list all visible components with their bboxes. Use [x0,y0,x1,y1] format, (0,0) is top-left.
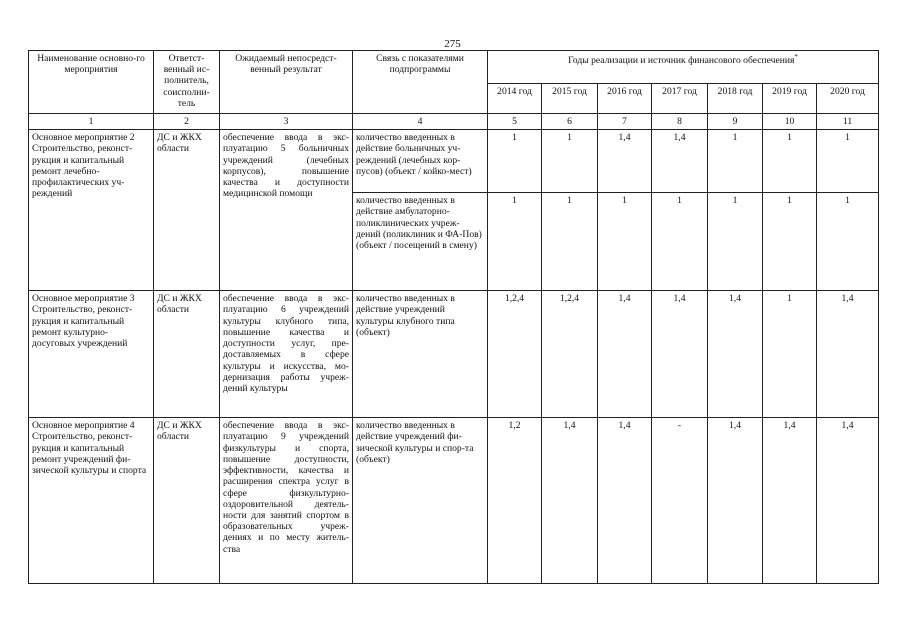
activity-executor: ДС и ЖКХ области [154,130,220,291]
header-year: 2014 год [488,84,542,114]
year-value: - [652,418,708,584]
activity-expected-result: обеспечение ввода в экс-плуатацию 9 учреждений физкультуры и спорта, повышение доступности, эффективности, качества и расширения спектра услуг в сфере физкультурно-оздоровительной деятель-ности для занятий спортом в образовательных учреж-дениях и по месту житель-ства [220,418,353,584]
column-number: 7 [598,114,652,130]
column-number: 1 [29,114,154,130]
column-number: 9 [708,114,763,130]
year-value: 1,4 [817,291,879,418]
year-value: 1 [817,193,879,291]
year-value: 1 [763,193,817,291]
year-value: 1,4 [598,291,652,418]
activity-indicator: количество введенных в действие больничных уч-реждений (лечебных кор-пусов) (объект / койко-мест) [353,130,488,193]
header-year: 2018 год [708,84,763,114]
header-year: 2019 год [763,84,817,114]
column-number: 8 [652,114,708,130]
column-number: 11 [817,114,879,130]
activity-name: Основное мероприятие 2 Строительство, реконст-рукция и капитальный ремонт лечебно-профилактических уч-реждений [29,130,154,291]
year-value: 1,4 [598,130,652,193]
activity-expected-result: обеспечение ввода в экс-плуатацию 5 больничных учреждений (лечебных корпусов), повышение качества и доступности медицинской помощи [220,130,353,291]
year-value: 1,2,4 [488,291,542,418]
year-value: 1,4 [542,418,598,584]
year-value: 1 [542,130,598,193]
activities-table [28,50,879,584]
activity-indicator: количество введенных в действие амбулаторно-поликлинических учреж-дений (поликлиник и ФА-Пов) (объект / посещений в смену) [353,193,488,291]
column-number: 2 [154,114,220,130]
year-value: 1 [708,130,763,193]
column-number: 6 [542,114,598,130]
table-row [29,291,879,418]
year-value: 1 [488,193,542,291]
header-year: 2017 год [652,84,708,114]
column-number: 4 [353,114,488,130]
table-row [29,418,879,584]
year-value: 1 [817,130,879,193]
header-years-title-text: Годы реализации и источник финансового обеспечения [568,55,795,67]
page-number: 275 [444,38,461,50]
header-executor: Ответст-венный ис-полнитель, соисполни-тель [154,51,220,114]
year-value: 1,4 [708,291,763,418]
activity-name: Основное мероприятие 3 Строительство, реконст-рукция и капитальный ремонт культурно-досуговых учреждений [29,291,154,418]
year-value: 1 [652,193,708,291]
year-value: 1,4 [652,130,708,193]
year-value: 1 [542,193,598,291]
year-value: 1 [708,193,763,291]
year-value: 1 [598,193,652,291]
column-number: 5 [488,114,542,130]
header-year: 2015 год [542,84,598,114]
header-expected-result: Ожидаемый непосредст-венный результат [220,51,353,114]
year-value: 1,4 [708,418,763,584]
activity-executor: ДС и ЖКХ области [154,291,220,418]
year-value: 1,4 [598,418,652,584]
header-year: 2016 год [598,84,652,114]
year-value: 1 [488,130,542,193]
column-number: 3 [220,114,353,130]
activity-expected-result: обеспечение ввода в экс-плуатацию 6 учреждений культуры клубного типа, повышение качества и доступности услуг, пре-доставляемых в сфере культуры и искусства, мо-дернизация работы учреж-дений культуры [220,291,353,418]
year-value: 1,4 [763,418,817,584]
header-indicators: Связь с показателями подпрограммы [353,51,488,114]
table-row [29,130,879,193]
header-years-title [488,51,879,84]
year-value: 1,2 [488,418,542,584]
column-number: 10 [763,114,817,130]
activity-indicator: количество введенных в действие учреждений культуры клубного типа (объект) [353,291,488,418]
activity-name: Основное мероприятие 4 Строительство, реконст-рукция и капитальный ремонт учреждений фи-зической культуры и спорта [29,418,154,584]
activity-indicator: количество введенных в действие учреждений фи-зической культуры и спор-та (объект) [353,418,488,584]
header-years-footnote-mark: * [794,53,798,61]
year-value: 1,2,4 [542,291,598,418]
header-activity-name: Наименование основно-го мероприятия [29,51,154,114]
year-value: 1 [763,130,817,193]
column-numbers-row [29,114,879,130]
header-year: 2020 год [817,84,879,114]
activity-executor: ДС и ЖКХ области [154,418,220,584]
header-row [29,51,879,84]
year-value: 1 [763,291,817,418]
year-value: 1,4 [817,418,879,584]
year-value: 1,4 [652,291,708,418]
